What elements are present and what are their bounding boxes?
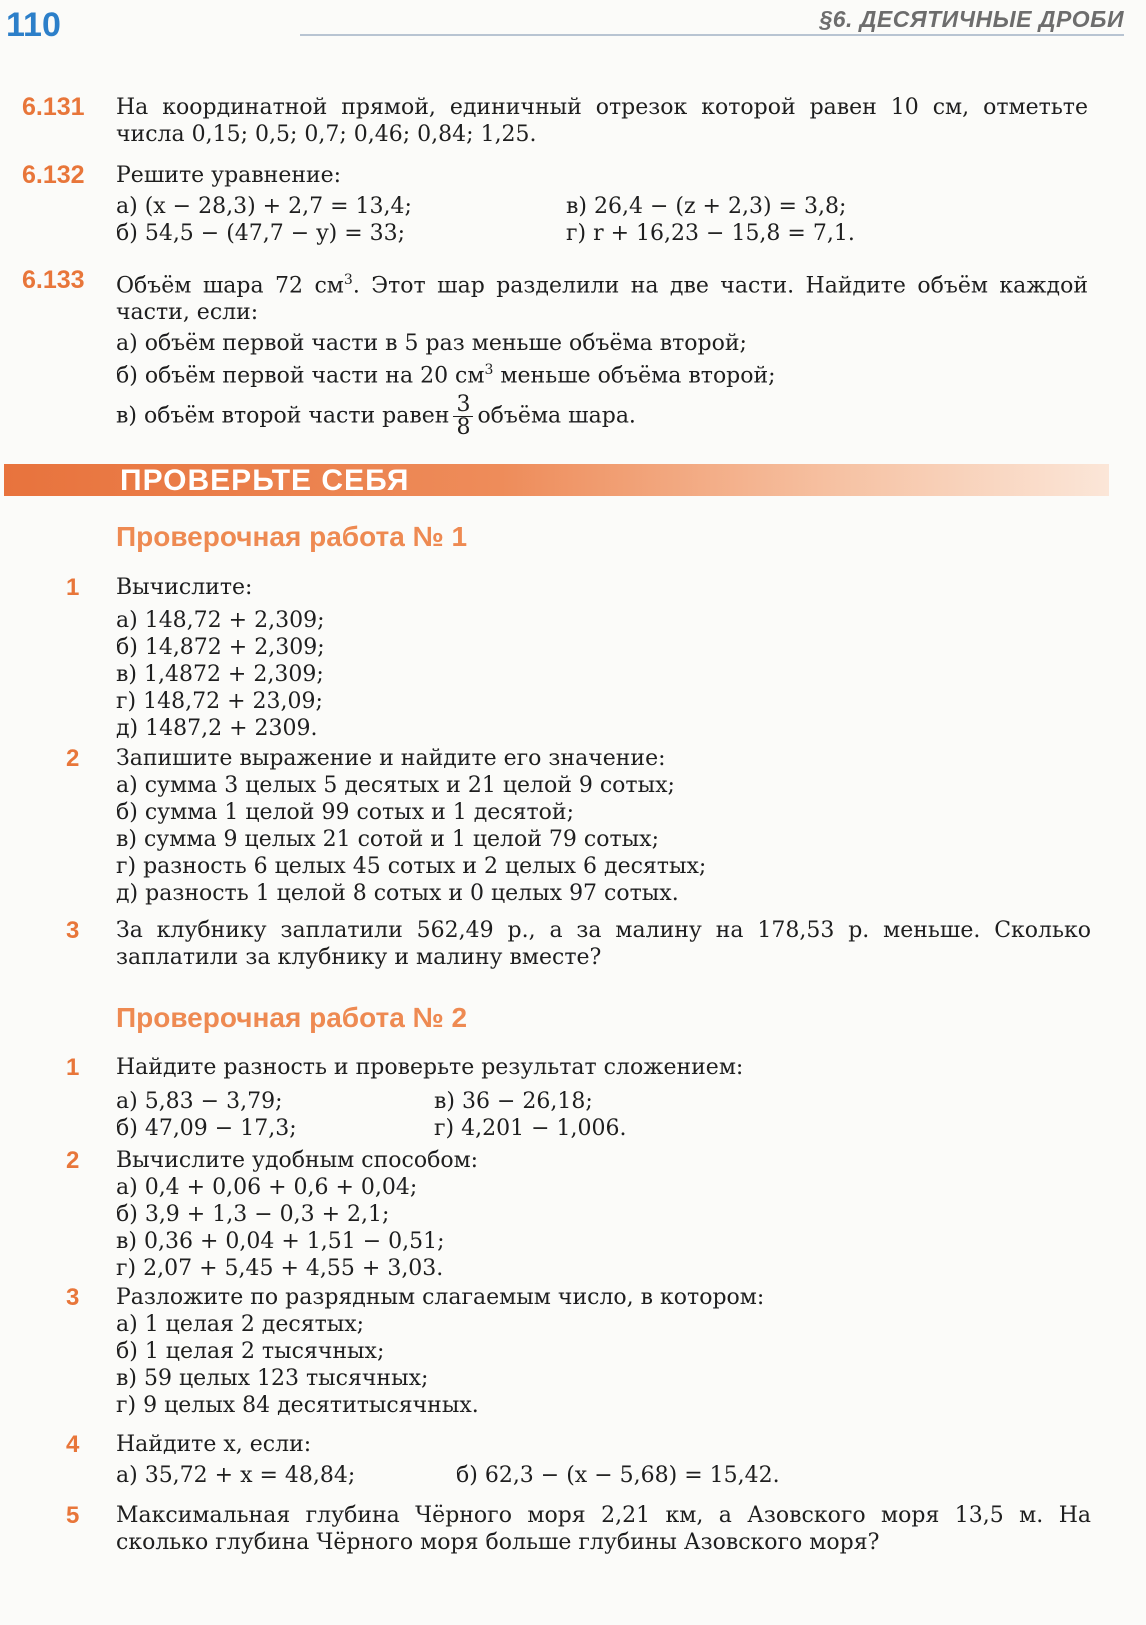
- task-number: 3: [66, 1284, 80, 1311]
- exercise-item: б) объём первой части на 20 $см^3$ меньше объёма второй;: [116, 362, 776, 389]
- exercise-prompt: Решите уравнение:: [116, 163, 342, 188]
- task-prompt: Вычислите:: [116, 575, 253, 600]
- task-prompt: Найдите разность и проверьте результат сложением:: [116, 1055, 744, 1080]
- task-item: б) 1 целая 2 тысячных;: [116, 1339, 385, 1364]
- task-prompt: Вычислите удобным способом:: [116, 1148, 479, 1173]
- task-number: 2: [66, 745, 80, 772]
- task-number: 3: [66, 917, 80, 944]
- test1-task3: [116, 917, 1091, 971]
- exercise-6-133: [116, 267, 1088, 439]
- equation-item: в) 26,4 − (z + 2,3) = 3,8;: [566, 194, 847, 219]
- task-item: в) 0,36 + 0,04 + 1,51 − 0,51;: [116, 1229, 445, 1254]
- task-item: в) 36 − 26,18;: [434, 1089, 593, 1114]
- task-item: в) 1,4872 + 2,309;: [116, 662, 324, 687]
- exercise-number: 6.132: [22, 161, 85, 189]
- test2-task3: [116, 1284, 764, 1419]
- test2-task2: [116, 1147, 478, 1282]
- task-prompt: Запишите выражение и найдите его значение:: [116, 746, 666, 771]
- task-item: г) 9 целых 84 десятитысячных.: [116, 1393, 479, 1418]
- equation-item: а) (x − 28,3) + 2,7 = 13,4;: [116, 194, 412, 219]
- task-prompt: Найдите x, если:: [116, 1432, 312, 1457]
- task-item: в) сумма 9 целых 21 сотой и 1 целой 79 сотых;: [116, 827, 659, 852]
- exercise-6-131: [116, 94, 1088, 148]
- task-text-line: За клубнику заплатили 562,49 р., а за малину на 178,53 р. меньше. Сколько: [116, 918, 1091, 943]
- task-text-line: сколько глубина Чёрного моря больше глубины Азовского моря?: [116, 1530, 880, 1555]
- task-item: б) 14,872 + 2,309;: [116, 635, 325, 660]
- exercise-item: а) объём первой части в 5 раз меньше объёма второй;: [116, 331, 747, 357]
- task-item: а) 35,72 + x = 48,84;: [116, 1463, 356, 1488]
- task-item: б) сумма 1 целой 99 сотых и 1 десятой;: [116, 800, 574, 825]
- exercise-6-132-items: [116, 193, 1016, 247]
- exercise-text-line: Объём шара 72 $см^3$. Этот шар разделили на две части. Найдите объём каждой: [116, 272, 1088, 299]
- test-2-title: Проверочная работа № 2: [116, 1002, 468, 1033]
- task-item: а) сумма 3 целых 5 десятых и 21 целой 9 сотых;: [116, 773, 675, 798]
- test1-task1: [116, 574, 325, 742]
- test2-task1-items: [116, 1088, 834, 1142]
- task-item: а) 5,83 − 3,79;: [116, 1089, 283, 1114]
- task-item: г) 2,07 + 5,45 + 4,55 + 3,03.: [116, 1256, 444, 1281]
- task-item: б) 62,3 − (x − 5,68) = 15,42.: [456, 1463, 780, 1488]
- task-item: а) 0,4 + 0,06 + 0,6 + 0,04;: [116, 1175, 418, 1200]
- task-item: б) 3,9 + 1,3 − 0,3 + 2,1;: [116, 1202, 390, 1227]
- test-1-title: Проверочная работа № 1: [116, 521, 468, 552]
- task-number: 2: [66, 1147, 80, 1174]
- task-text-line: Максимальная глубина Чёрного моря 2,21 км, а Азовского моря 13,5 м. На: [116, 1503, 1091, 1528]
- task-item: г) разность 6 целых 45 сотых и 2 целых 6 десятых;: [116, 854, 707, 879]
- task-item: б) 47,09 − 17,3;: [116, 1116, 297, 1141]
- task-item: а) 148,72 + 2,309;: [116, 608, 325, 633]
- page-number: 110: [6, 6, 61, 44]
- exercise-text-line: части, если:: [116, 300, 259, 326]
- running-head: §6. ДЕСЯТИЧНЫЕ ДРОБИ: [819, 6, 1124, 32]
- task-item: а) 1 целая 2 десятых;: [116, 1312, 365, 1337]
- exercise-text-line: числа 0,15; 0,5; 0,7; 0,46; 0,84; 1,25.: [116, 122, 537, 147]
- equation-item: г) r + 16,23 − 15,8 = 7,1.: [566, 221, 855, 246]
- check-yourself-banner: [4, 464, 1109, 496]
- task-item: д) разность 1 целой 8 сотых и 0 целых 97 сотых.: [116, 881, 679, 906]
- equation-item: б) 54,5 − (47,7 − y) = 33;: [116, 221, 406, 246]
- task-text-line: заплатили за клубнику и малину вместе?: [116, 945, 602, 970]
- task-number: 4: [66, 1431, 80, 1458]
- task-prompt: Разложите по разрядным слагаемым число, в котором:: [116, 1285, 765, 1310]
- task-number: 1: [66, 574, 80, 601]
- test1-task2: [116, 745, 706, 907]
- test2-task5: [116, 1502, 1091, 1556]
- task-item: г) 148,72 + 23,09;: [116, 689, 323, 714]
- task-item: г) 4,201 − 1,006.: [434, 1116, 627, 1141]
- exercise-number: 6.131: [22, 93, 85, 121]
- banner-title: ПРОВЕРЬТЕ СЕБЯ: [120, 464, 410, 497]
- test2-task4-items: [116, 1462, 956, 1489]
- task-item: д) 1487,2 + 2309.: [116, 716, 318, 741]
- exercise-text-line: На координатной прямой, единичный отрезок которой равен 10 см, отметьте: [116, 95, 1088, 120]
- exercise-item: в) объём второй части равен $\frac{3}{8}$ объёма шара.: [116, 391, 636, 440]
- exercise-number: 6.133: [22, 266, 85, 294]
- header-rule: [300, 34, 1124, 36]
- task-number: 1: [66, 1054, 80, 1081]
- fraction: $\frac{3}{8}$: [453, 394, 473, 439]
- task-number: 5: [66, 1502, 80, 1529]
- task-item: в) 59 целых 123 тысячных;: [116, 1366, 429, 1391]
